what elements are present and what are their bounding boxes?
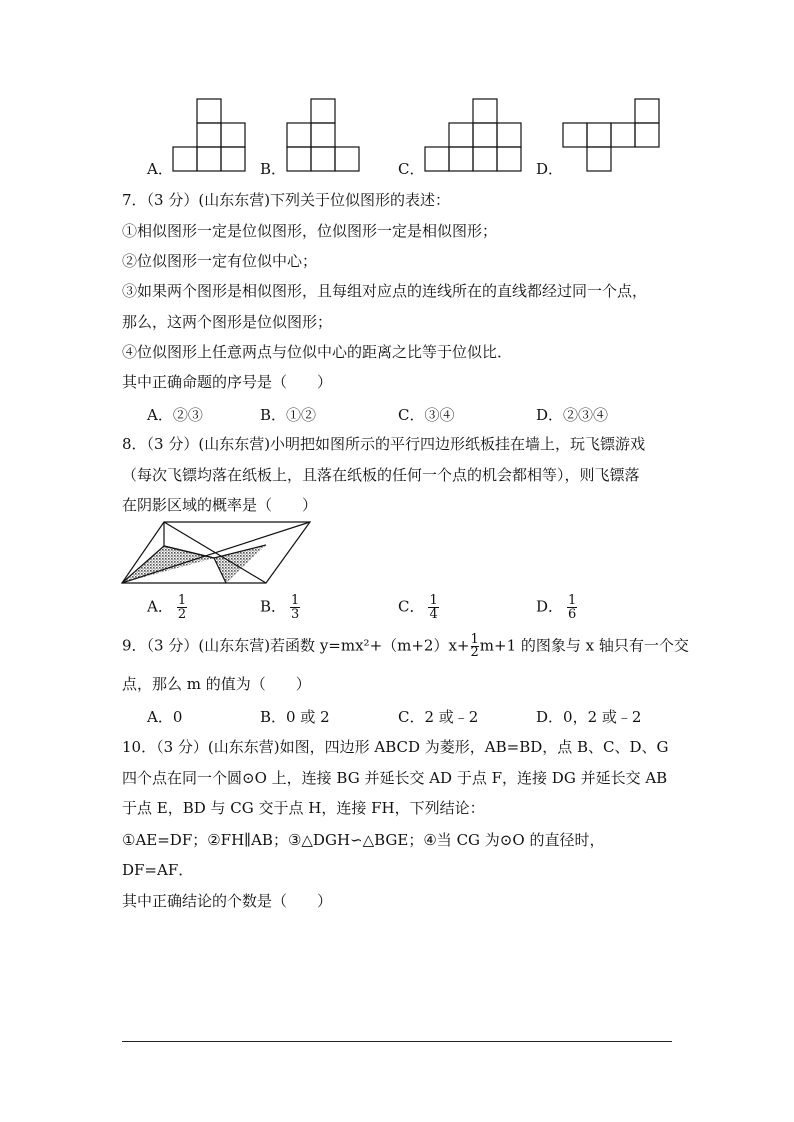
q10-line-3: 于点 E，BD 与 CG 交于点 H，连接 FH，下列结论： [122,799,485,817]
q7-statement-2: ②位似图形一定有位似中心； [122,252,318,270]
q7-option-c: C．③④ [398,406,455,424]
q8-option-d: D． $\frac{1}{6}$ [536,593,577,622]
q7-statement-3: ③如果两个图形是相似图形，且每组对应点的连线所在的直线都经过同一个点， [122,282,648,300]
q8-line-1: 8．（3 分）(山东东营)小明把如图所示的平行四边形纸板挂在墙上，玩飞镖游戏 [122,435,646,453]
q7-option-a: A．②③ [147,406,203,424]
footer-divider [122,1041,672,1042]
q7-statement-1: ①相似图形一定是位似图形，位似图形一定是相似图形； [122,222,498,240]
q10-line-4: ①AE=DF；②FH∥AB；③△DGH∽△BGE；④当 CG 为⊙O 的直径时， [122,831,605,849]
q10-line-6: 其中正确结论的个数是（ ） [122,892,333,910]
q7-option-b: B．①② [260,406,317,424]
q8-line-2: （每次飞镖均落在纸板上，且落在纸板的任何一个点的机会都相等），则飞镖落 [122,466,640,484]
q8-option-a: A． $\frac{1}{2}$ [147,593,187,622]
q8-option-b: B． $\frac{1}{3}$ [260,593,300,622]
q9-option-a: A．0 [147,708,183,726]
q7-statement-3-cont: 那么，这两个图形是位似图形； [122,313,333,331]
q8-option-c: C． $\frac{1}{4}$ [398,593,438,622]
q6-option-d: D． [536,160,564,178]
q7-stem: 7．（3 分）(山东东营)下列关于位似图形的表述： [122,191,451,209]
q9-line-2: 点，那么 m 的值为（ ） [122,675,311,693]
q10-line-5: DF=AF． [122,861,194,879]
q9-line-1: 9．（3 分）(山东东营)若函数 y=mx²+（m+2）x+ $\frac{1}{2}$ m+1 的图象与 x 轴只有一个交 [122,632,689,660]
q7-question: 其中正确命题的序号是（ ） [122,373,333,391]
q6-option-c: C． [398,160,425,178]
q7-option-d: D．②③④ [536,406,609,424]
q9-option-b: B．0 或 2 [260,708,330,726]
q6-option-a: A． [147,160,173,178]
q7-statement-4: ④位似图形上任意两点与位似中心的距离之比等于位似比． [122,343,513,361]
q10-line-2: 四个点在同一个圆⊙O 上，连接 BG 并延长交 AD 于点 F，连接 DG 并延长交 AB [122,769,668,787]
q10-line-1: 10．（3 分）(山东东营)如图，四边形 ABCD 为菱形，AB=BD，点 B、C、D、G [122,738,669,756]
q9-option-d: D．0，2 或﹣2 [536,708,642,726]
q9-option-c: C．2 或﹣2 [398,708,479,726]
q6-option-b: B． [260,160,287,178]
q8-line-3: 在阴影区域的概率是（ ） [122,496,318,514]
